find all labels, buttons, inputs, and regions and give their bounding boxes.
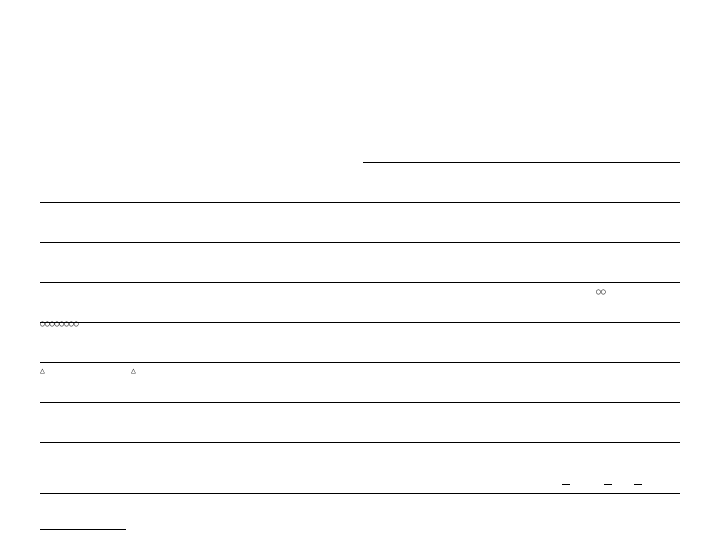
domain-underline <box>40 202 680 203</box>
protein-row <box>0 195 702 206</box>
residue-triangle: △ <box>40 366 45 375</box>
protein-row <box>0 235 702 246</box>
domain-underline <box>40 322 680 323</box>
nucleotide-row <box>0 104 702 115</box>
nucleotide-row <box>0 143 702 154</box>
domain-underline <box>40 529 126 530</box>
protein-row <box>0 355 702 366</box>
domain-underline <box>40 442 680 443</box>
nucleotide-row <box>0 183 702 194</box>
domain-underline <box>363 162 680 163</box>
nucleotide-row <box>0 263 702 274</box>
nucleotide-row <box>0 303 702 314</box>
protein-row <box>0 435 702 446</box>
nucleotide-row <box>0 64 702 75</box>
protein-row <box>0 155 702 166</box>
protein-row <box>0 76 702 87</box>
residue-circles: ○○ <box>596 287 606 296</box>
protein-row <box>0 36 702 47</box>
nucleotide-row <box>0 506 702 517</box>
residue-underline <box>604 484 612 485</box>
nucleotide-row <box>0 463 702 474</box>
nucleotide-row <box>0 383 702 394</box>
nucleotide-row <box>0 10 702 21</box>
nucleotide-row <box>0 23 702 34</box>
residue-underline <box>562 484 570 485</box>
residue-circles: ○○○○○○○○ <box>40 319 79 328</box>
domain-underline <box>40 402 680 403</box>
domain-underline <box>40 282 680 283</box>
domain-underline <box>40 493 680 494</box>
protein-row <box>0 475 702 486</box>
residue-underline <box>634 484 642 485</box>
nucleotide-row <box>0 223 702 234</box>
residue-triangle: △ <box>131 366 136 375</box>
protein-row <box>0 275 702 286</box>
nucleotide-row <box>0 531 702 542</box>
nucleotide-row <box>0 423 702 434</box>
domain-underline <box>40 362 680 363</box>
protein-row <box>0 315 702 326</box>
protein-row <box>0 395 702 406</box>
domain-underline <box>40 242 680 243</box>
nucleotide-row <box>0 0 702 11</box>
protein-row <box>0 116 702 127</box>
nucleotide-row <box>0 343 702 354</box>
